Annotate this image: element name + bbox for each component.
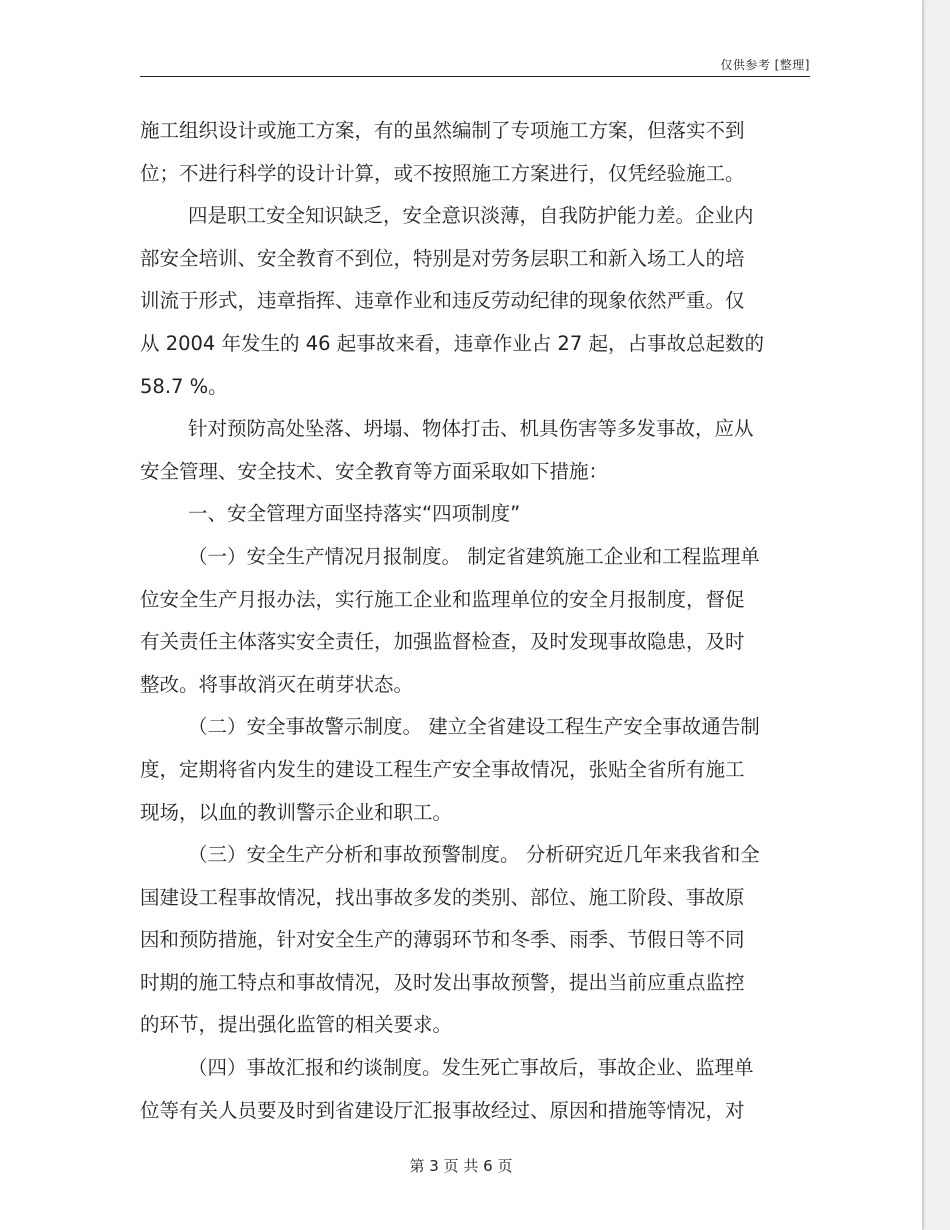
text-line: 时期的施工特点和事故情况，及时发出事故预警，提出当前应重点监控: [140, 970, 745, 994]
text-line: 58.7 %。: [140, 374, 228, 398]
text-line: （二）安全事故警示制度。 建立全省建设工程生产安全事故通告制: [188, 715, 760, 739]
section-heading: 一、安全管理方面坚持落实“四项制度”: [188, 502, 521, 526]
page-footer: 第 3 页 共 6 页: [409, 1157, 513, 1175]
text-line: 施工组织设计或施工方案，有的虽然编制了专项施工方案，但落实不到: [140, 119, 745, 142]
text-line: 因和预防措施，针对安全生产的薄弱环节和冬季、雨季、节假日等不同: [140, 928, 745, 952]
page-header: [140, 56, 810, 77]
text-line: 安全管理、安全技术、安全教育等方面采取如下措施：: [140, 459, 609, 483]
text-line: 四是职工安全知识缺乏，安全意识淡薄，自我防护能力差。企业内: [188, 204, 754, 228]
text-line: 整改。将事故消灭在萌芽状态。: [140, 672, 414, 696]
text-line: 现场，以血的教训警示企业和职工。: [140, 800, 453, 824]
text-line: （三）安全生产分析和事故预警制度。 分析研究近几年来我省和全: [188, 843, 760, 867]
text-line: 国建设工程事故情况，找出事故多发的类别、部位、施工阶段、事故原: [140, 885, 745, 909]
text-line: 位等有关人员要及时到省建设厅汇报事故经过、原因和措施等情况，对: [140, 1098, 745, 1122]
text-line: 从 2004 年发生的 46 起事故来看，违章作业占 27 起，占事故总起数的: [140, 331, 764, 355]
text-line: 针对预防高处坠落、坍塌、物体打击、机具伤害等多发事故，应从: [188, 417, 754, 441]
text-line: （一）安全生产情况月报制度。 制定省建筑施工企业和工程监理单: [188, 544, 760, 568]
text-line: 有关责任主体落实安全责任，加强监督检查，及时发现事故隐患，及时: [140, 630, 745, 654]
text-line: （四）事故汇报和约谈制度。发生死亡事故后，事故企业、监理单: [188, 1056, 754, 1080]
header-note: 仅供参考 [整理]: [720, 58, 810, 72]
text-line: 的环节，提出强化监管的相关要求。: [140, 1013, 453, 1037]
text-line: 度，定期将省内发生的建设工程生产安全事故情况，张贴全省所有施工: [140, 757, 745, 781]
text-line: 位；不进行科学的设计计算，或不按照施工方案进行，仅凭经验施工。: [140, 161, 745, 185]
text-line: 位安全生产月报办法，实行施工企业和监理单位的安全月报制度，督促: [140, 587, 745, 611]
text-line: 部安全培训、安全教育不到位，特别是对劳务层职工和新入场工人的培: [140, 246, 745, 270]
text-line: 训流于形式，违章指挥、违章作业和违反劳动纪律的现象依然严重。仅: [140, 289, 745, 313]
body-text: [140, 110, 800, 1132]
